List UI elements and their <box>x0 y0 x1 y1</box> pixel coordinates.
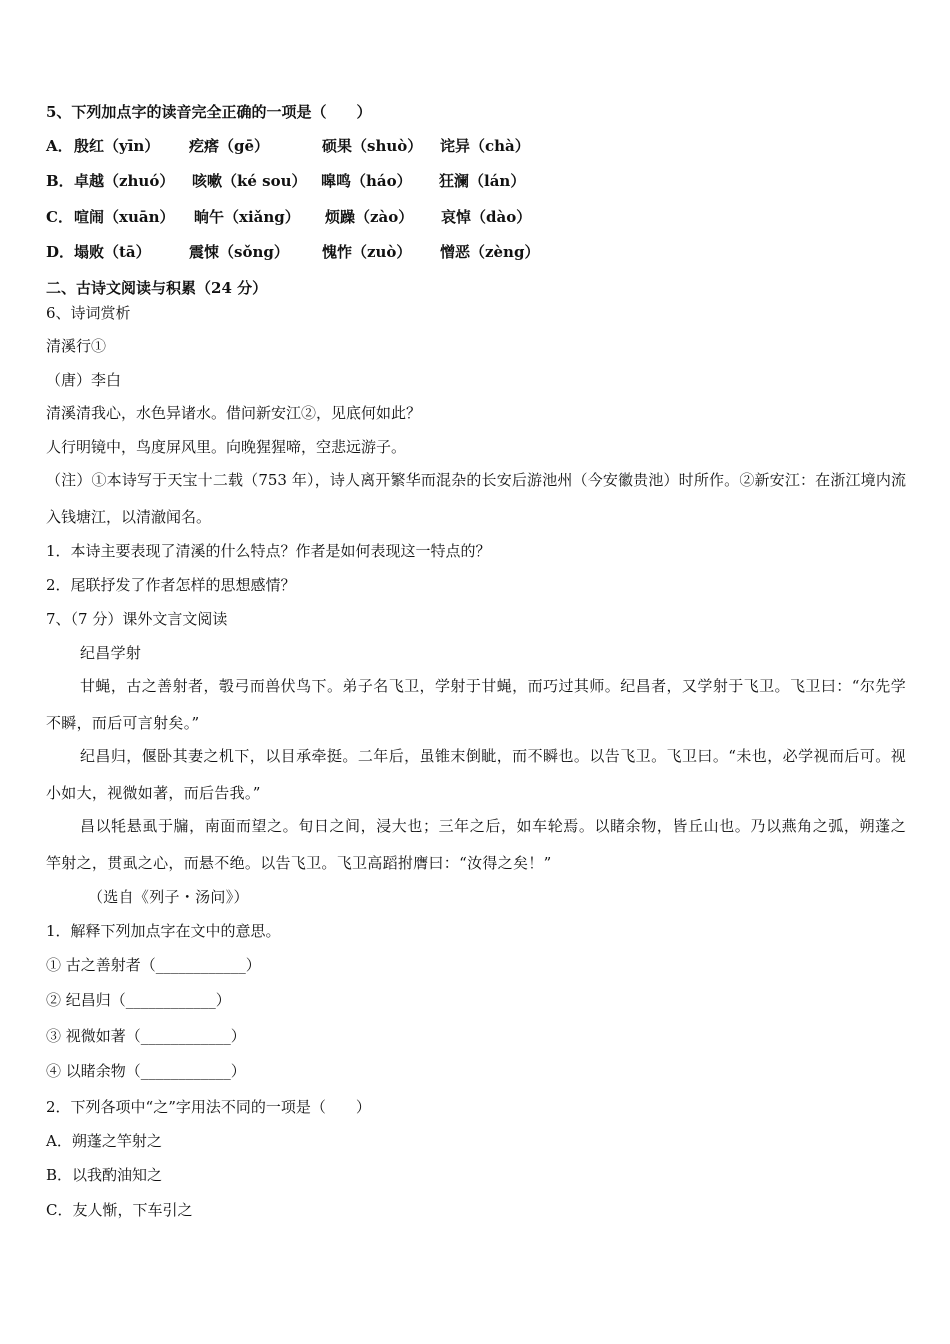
q6-sub-question: 2．尾联抒发了作者怎样的思想感情？ <box>46 576 296 594</box>
poem-line: 清溪清我心，水色异诸水。借问新安江②，见底何如此？ <box>46 404 422 422</box>
passage-paragraph: 纪昌归，偃卧其妻之机下，以目承牵挺。二年后，虽锥末倒眦，而不瞬也。以告飞卫。飞卫曰。“未也，必学视而后可。视小如大，视微如著，而后告我。” <box>46 747 906 802</box>
q5-option-b <box>46 171 906 191</box>
q7-sub-question: 2．下列各项中“之”字用法不同的一项是（ ） <box>46 1098 371 1116</box>
passage-paragraph: 昌以牦悬虱于牖，南面而望之。旬日之间，浸大也；三年之后，如车轮焉。以睹余物，皆丘山也。乃以燕角之弧，朔蓬之竿射之，贯虱之心，而悬不绝。以告飞卫。飞卫高蹈拊膺曰：“汝得之矣！” <box>46 817 906 872</box>
poem-line: 人行明镜中，鸟度屏风里。向晚猩猩啼，空悲远游子。 <box>46 438 407 456</box>
option-label: B． <box>46 172 74 190</box>
q5-option-a <box>46 136 906 156</box>
option-item: 憎恶（zèng） <box>440 243 540 261</box>
option-item: 诧异（chà） <box>440 137 530 155</box>
option-item: 塌败（tā） <box>74 243 151 261</box>
q7-sub-question: 1．解释下列加点字在文中的意思。 <box>46 922 281 940</box>
q6-stem: 6、诗词赏析 <box>46 304 131 322</box>
q5-option-d <box>46 242 906 262</box>
choice-item: A．朔蓬之竿射之 <box>46 1132 162 1150</box>
passage-title: 纪昌学射 <box>80 644 142 662</box>
q5-stem: 5、下列加点字的读音完全正确的一项是（ ） <box>46 103 372 121</box>
option-item: 狂澜（lán） <box>439 172 526 190</box>
fill-blank-item: ④ 以睹余物（____________） <box>46 1062 246 1080</box>
option-item: 震悚（sǒng） <box>189 243 289 261</box>
fill-blank-item: ③ 视微如著（____________） <box>46 1027 246 1045</box>
option-item: 硕果（shuò） <box>322 137 423 155</box>
q6-sub-question: 1．本诗主要表现了清溪的什么特点？作者是如何表现这一特点的？ <box>46 542 491 560</box>
option-label: D． <box>46 243 75 261</box>
passage-paragraph: 甘蝇，古之善射者，彀弓而兽伏鸟下。弟子名飞卫，学射于甘蝇，而巧过其师。纪昌者，又学射于飞卫。飞卫曰：“尔先学不瞬，而后可言射矣。” <box>46 677 906 732</box>
poem-title: 清溪行① <box>46 337 107 355</box>
poem-author: （唐）李白 <box>46 371 122 389</box>
option-item: 卓越（zhuó） <box>74 172 175 190</box>
option-item: 咳嗽（ké sou） <box>192 172 307 190</box>
passage-source: （选自《列子・汤问》） <box>88 888 249 906</box>
choice-item: C．友人惭，下车引之 <box>46 1201 193 1219</box>
option-item: 晌午（xiǎng） <box>194 208 300 226</box>
option-item: 嗥鸣（háo） <box>321 172 412 190</box>
option-item: 殷红（yīn） <box>74 137 160 155</box>
q7-stem: 7、（7 分）课外文言文阅读 <box>46 610 228 628</box>
choice-item: B．以我酌油知之 <box>46 1166 163 1184</box>
fill-blank-item: ① 古之善射者（____________） <box>46 956 261 974</box>
fill-blank-item: ② 纪昌归（____________） <box>46 991 231 1009</box>
poem-note: （注）①本诗写于天宝十二载（753 年），诗人离开繁华而混杂的长安后游池州（今安徽贵池）时所作。②新安江：在浙江境内流入钱塘江，以清澈闻名。 <box>46 471 906 526</box>
option-label: C． <box>46 208 73 226</box>
option-item: 愧怍（zuò） <box>322 243 412 261</box>
option-item: 哀悼（dào） <box>441 208 532 226</box>
option-item: 疙瘩（gē） <box>189 137 270 155</box>
option-label: A． <box>46 137 73 155</box>
q5-option-c <box>46 207 906 227</box>
section-heading: 二、古诗文阅读与积累（24 分） <box>46 279 268 297</box>
option-item: 喧闹（xuān） <box>74 208 175 226</box>
option-item: 烦躁（zào） <box>325 208 414 226</box>
